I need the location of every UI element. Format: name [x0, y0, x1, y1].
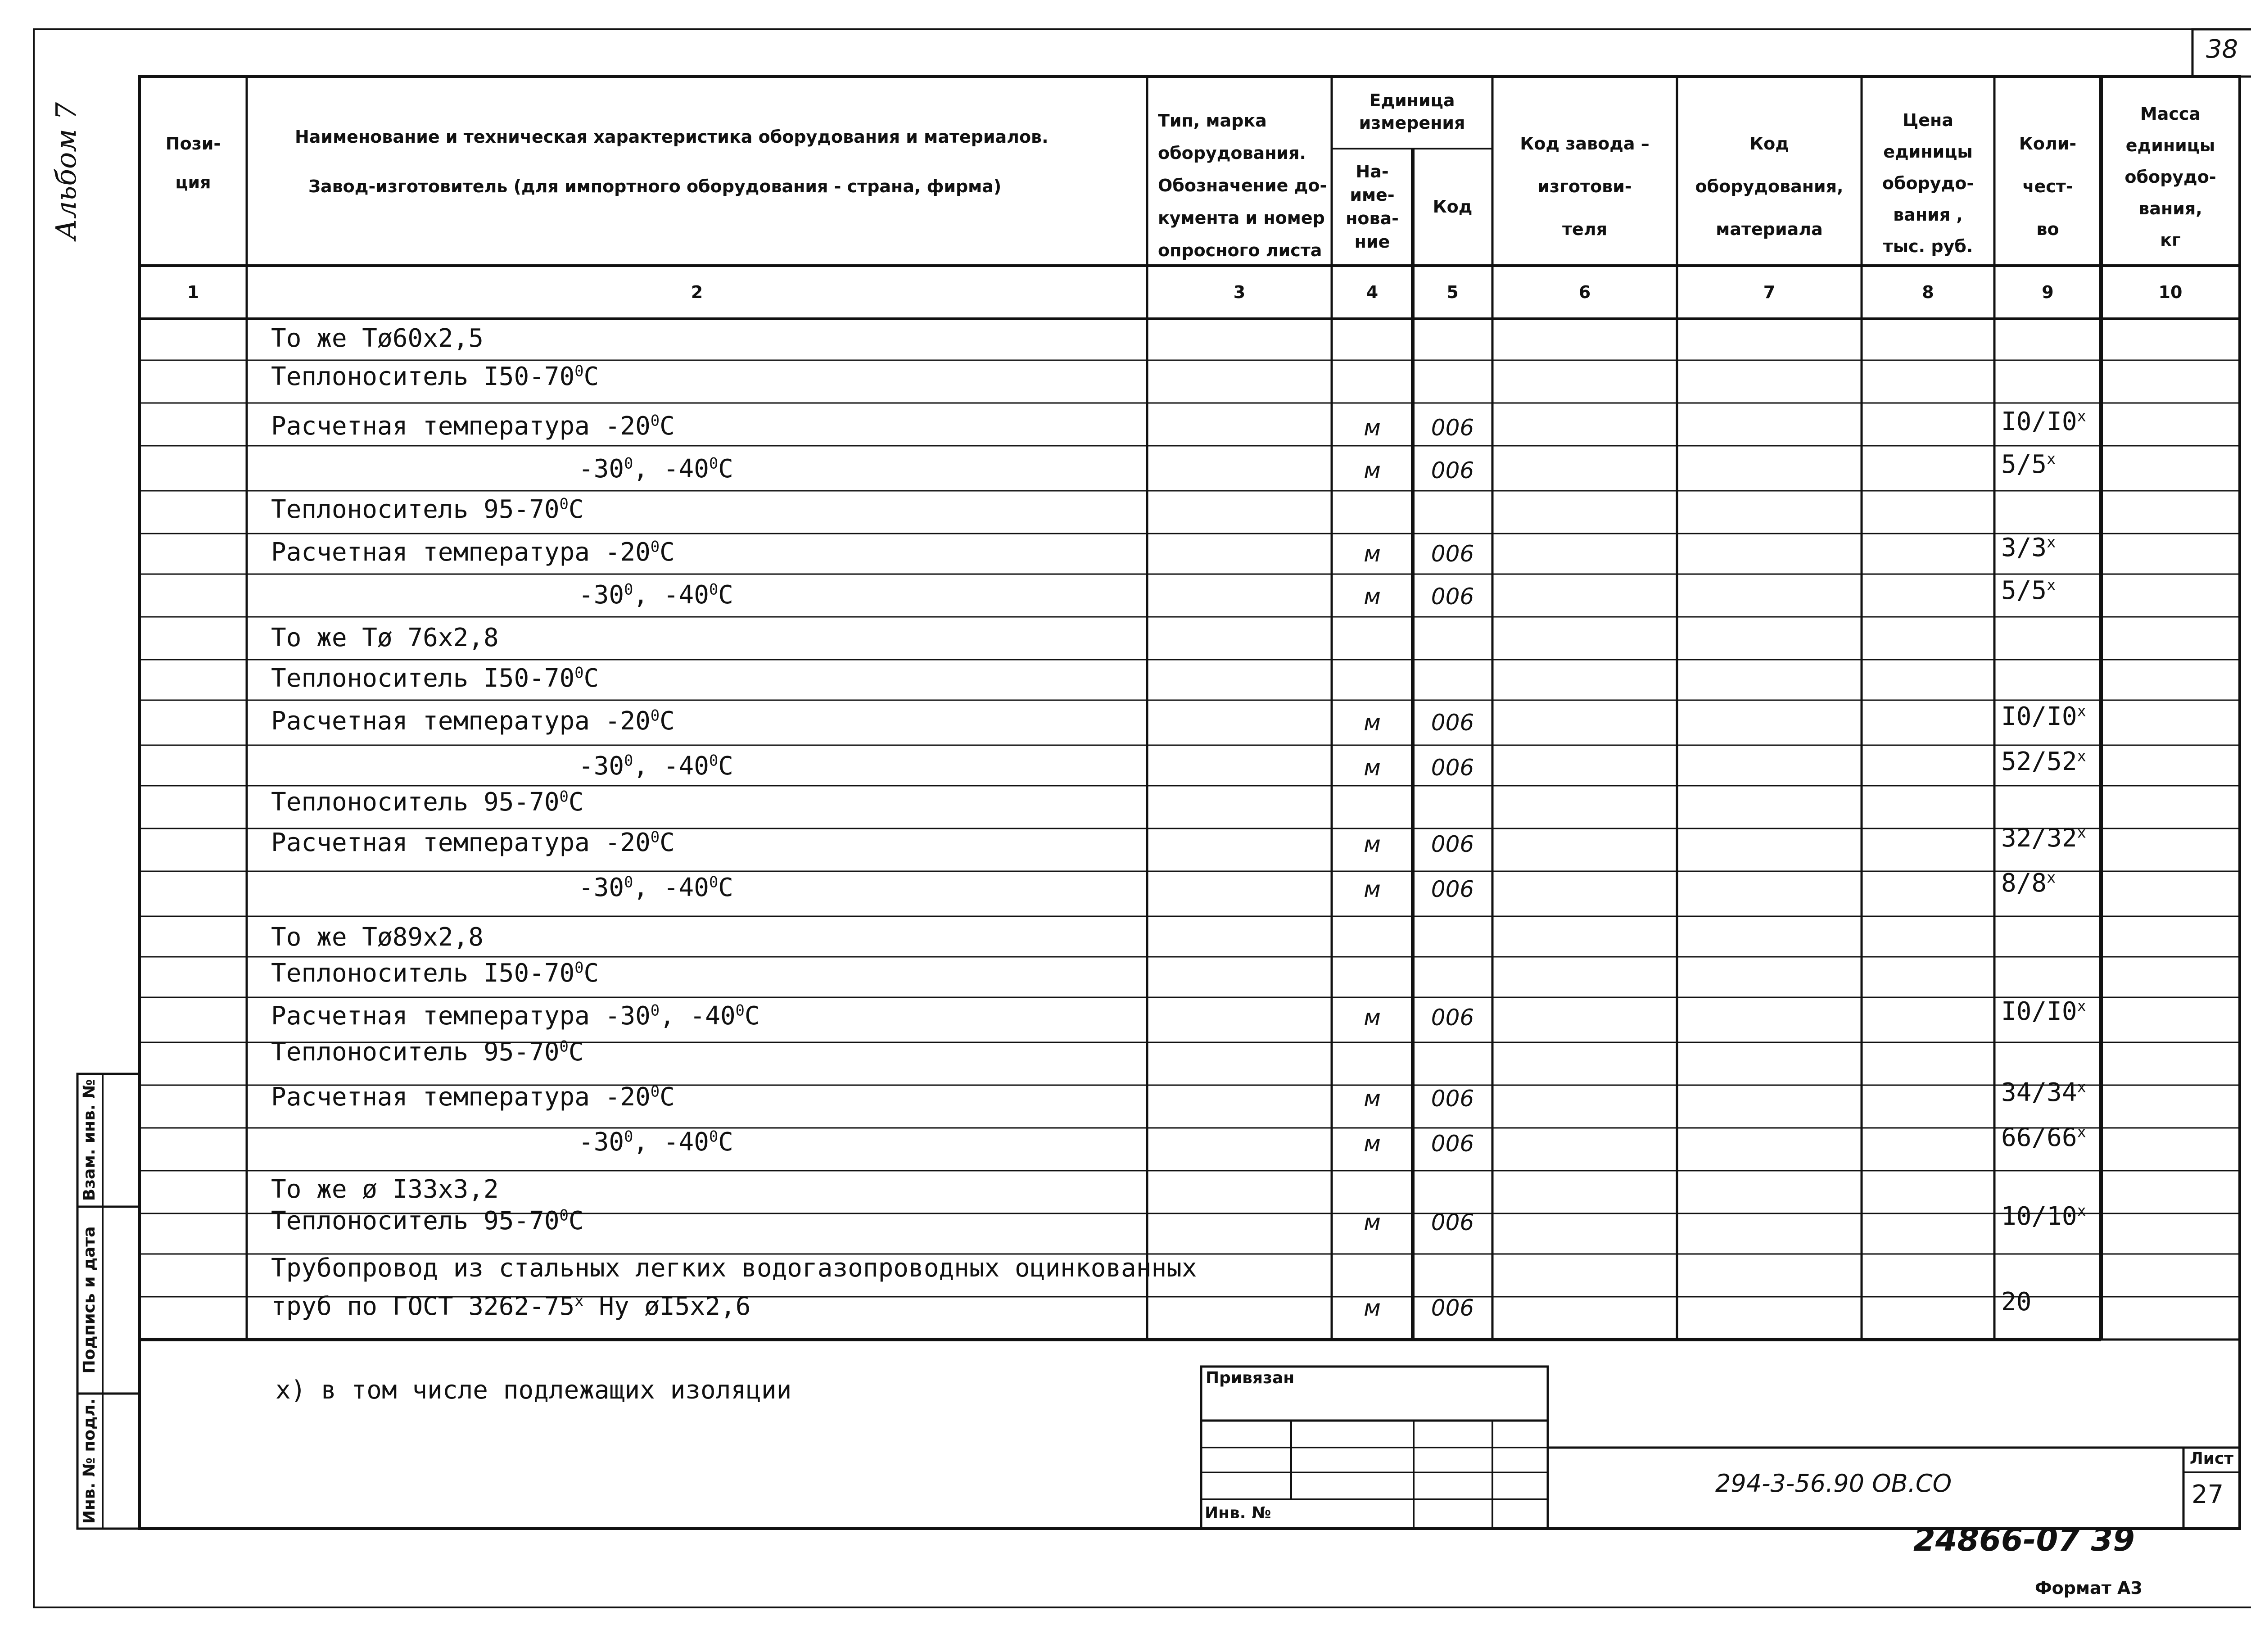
row-unit: м	[1364, 1005, 1381, 1031]
header-unit-code: Код	[1433, 197, 1473, 217]
row-quantity: $34/34^х$	[2001, 1078, 2086, 1107]
header-name-line2: Завод-изготовитель (для импортного оборудования - страна, фирма)	[308, 177, 1002, 196]
header-price: Цена единицы оборудо- вания , тыс. руб.	[1882, 110, 1974, 256]
row-name: Теплоноситель $І50-70^0С$	[271, 664, 599, 693]
row-quantity: $3/3^х$	[2001, 533, 2056, 562]
row-unit: м	[1364, 584, 1381, 610]
document-code: 294-3-56.90 ОВ.СО	[1715, 1469, 1952, 1498]
drawing-sheet: 38 Альбом 7 Пози- ция Наименование и техническая характеристика оборудования и материалов. Завод-изготовитель (для импортного оборудования - страна, фирма) Тип, марка оборудования. Обозначение до- кумента и номер опросного листа Единица измерения На- име- нова- ние Код Код завода – изготови- теля Код оборудования, материала Цена единицы оборудо- вания , тыс. руб. Коли- чест- во Масса единицы оборудо- вания, кг 1 2 3 4 5 6 7 8 9 10 То же Тø60х2,5 Теплоноситель $І50-70^0С$ Расчетная температура $-20^0С$ м 006 $I0/I0^х$ $-30^0$, $-40^0С$ м 006 $5/5^х$ Теплоноситель $95-70^0С$ Расчетная температура $-20^0С$ м 006 $3/3^х$ $-30^0$, $-40^0С$ м 006 $5/5^х$ То же Тø 76х2,8 Теплоноситель $І50-70^0С$ Расчетная температура $-20^0С$ м 006 $I0/I0^х$ $-30^0$, $-40^0С$ м 006 $52/52^х$ Теплоноситель $95-70^0С$ Расчетная температура $-20^0С$ м 006 $32/32^х$ $-30^0$, $-40^0С$ м 006 $8/8^х$ То же Тø89х2,8 Теплоноситель $І50-70^0С$ Расчетная температура $-30^0$, $-40^0С$ м 006 $I0/I0^х$ Теплоноситель $95-70^0С$ Расчетная температура $-20^0С$ м 006 $34/34^х$ $-30^0$, $-40^0С$ м 006 $66/66^х$ То же ø I33х3,2 Теплоноситель $95-70^0С$ м 006 $10/10^х$ Трубопровод из стальных легких водогазопроводных оцинкованных труб по ГОСТ $3262-75^х$ Ну øI5х2,6 м 006 20 х) в том числе подлежащих изоляции Привязан Инв. № 294-3-56.90 ОВ.СО Лист 27 24866-07 39 Формат А3 Взам. инв. № Подпись и дата Инв. № подл.	[0, 0, 2251, 1652]
row-code: 006	[1431, 415, 1474, 441]
row-name: $-30^0$, $-40^0С$	[579, 1127, 733, 1157]
row-code: 006	[1431, 1131, 1474, 1157]
row-unit: м	[1364, 457, 1381, 484]
row-quantity: $32/32^х$	[2001, 824, 2086, 853]
archive-number: 24866-07 39	[1913, 1521, 2135, 1558]
row-quantity: $8/8^х$	[2001, 869, 2056, 898]
row-code: 006	[1431, 1295, 1474, 1321]
row-quantity: $5/5^х$	[2001, 450, 2056, 479]
row-unit: м	[1364, 831, 1381, 857]
sheet-label: Лист	[2189, 1449, 2234, 1468]
header-unit-name: На- име- нова- ние	[1346, 162, 1399, 252]
row-code: 006	[1431, 876, 1474, 902]
row-name: Теплоноситель $95-70^0С$	[271, 1206, 584, 1236]
row-name: Расчетная температура $-20^0С$	[271, 538, 675, 567]
row-code: 006	[1431, 541, 1474, 567]
row-name: Трубопровод из стальных легких водогазопроводных оцинкованных	[271, 1254, 1197, 1283]
row-name: То же Тø89х2,8	[271, 923, 484, 952]
header-factory-code: Код завода – изготови- теля	[1520, 134, 1650, 239]
row-name: Расчетная температура $-20^0С$	[271, 706, 675, 736]
header-type: Тип, марка оборудования. Обозначение до- кумента и номер опросного листа	[1158, 111, 1327, 260]
format-label: Формат А3	[2035, 1578, 2143, 1598]
row-unit: м	[1364, 876, 1381, 902]
header-quantity: Коли- чест- во	[2019, 134, 2077, 239]
row-name: Теплоноситель $95-70^0С$	[271, 1037, 584, 1067]
footnote: х) в том числе подлежащих изоляции	[276, 1376, 792, 1405]
side-vzam-label: Взам. инв. №	[80, 1079, 99, 1201]
side-podpis-label: Подпись и дата	[80, 1226, 99, 1374]
row-unit: м	[1364, 1209, 1381, 1236]
header-name-line1: Наименование и техническая характеристика оборудования и материалов.	[295, 127, 1049, 147]
row-code: 006	[1431, 1005, 1474, 1031]
row-code: 006	[1431, 1209, 1474, 1236]
row-unit: м	[1364, 541, 1381, 567]
row-unit: м	[1364, 755, 1381, 781]
row-quantity: $10/10^х$	[2001, 1202, 2086, 1231]
row-unit: м	[1364, 1295, 1381, 1321]
row-name: $-30^0$, $-40^0С$	[579, 751, 733, 781]
row-code: 006	[1431, 457, 1474, 484]
row-name: То же ø I33х3,2	[271, 1175, 499, 1204]
row-name: То же Тø60х2,5	[271, 324, 484, 353]
row-code: 006	[1431, 755, 1474, 781]
corner-page-number: 38	[2206, 35, 2238, 64]
row-name: Теплоноситель $І50-70^0С$	[271, 959, 599, 988]
row-quantity: $66/66^х$	[2001, 1123, 2086, 1152]
row-name: Теплоноситель $95-70^0С$	[271, 788, 584, 817]
row-name: Теплоноситель $І50-70^0С$	[271, 362, 599, 391]
header-position: Пози- ция	[165, 134, 221, 192]
row-unit: м	[1364, 1131, 1381, 1157]
row-name: То же Тø 76х2,8	[271, 623, 499, 652]
album-note: Альбом 7	[50, 102, 82, 240]
row-name: Расчетная температура $-20^0С$	[271, 828, 675, 857]
row-quantity: 20	[2001, 1287, 2032, 1317]
row-quantity: $52/52^х$	[2001, 747, 2086, 776]
row-unit: м	[1364, 415, 1381, 441]
row-name: труб по ГОСТ $3262-75^х$ Ну øI5х2,6	[271, 1292, 751, 1321]
inv-label: Инв. №	[1205, 1504, 1271, 1522]
sheet-number: 27	[2192, 1480, 2224, 1509]
row-name: $-30^0$, $-40^0С$	[579, 454, 733, 484]
row-unit: м	[1364, 1086, 1381, 1112]
side-inv-podl-label: Инв. № подл.	[80, 1398, 99, 1524]
row-quantity: $5/5^х$	[2001, 576, 2056, 605]
row-name: Расчетная температура $-30^0$, $-40^0С$	[271, 1001, 760, 1031]
row-quantity: $I0/I0^х$	[2001, 702, 2086, 731]
row-quantity: $I0/I0^х$	[2001, 407, 2086, 436]
row-name: Расчетная температура $-20^0С$	[271, 412, 675, 441]
header-unit-group: Единица измерения	[1359, 91, 1465, 133]
header-equipment-code: Код оборудования, материала	[1695, 134, 1844, 239]
row-quantity: $I0/I0^х$	[2001, 997, 2086, 1026]
row-code: 006	[1431, 831, 1474, 857]
row-name: $-30^0$, $-40^0С$	[579, 873, 733, 902]
row-unit: м	[1364, 710, 1381, 736]
row-name: Теплоноситель $95-70^0С$	[271, 495, 584, 524]
row-code: 006	[1431, 584, 1474, 610]
row-name: $-30^0$, $-40^0С$	[579, 580, 733, 610]
header-mass: Масса единицы оборудо- вания, кг	[2124, 104, 2216, 250]
row-code: 006	[1431, 710, 1474, 736]
row-code: 006	[1431, 1086, 1474, 1112]
bound-label: Привязан	[1206, 1369, 1295, 1387]
row-name: Расчетная температура $-20^0С$	[271, 1082, 675, 1112]
